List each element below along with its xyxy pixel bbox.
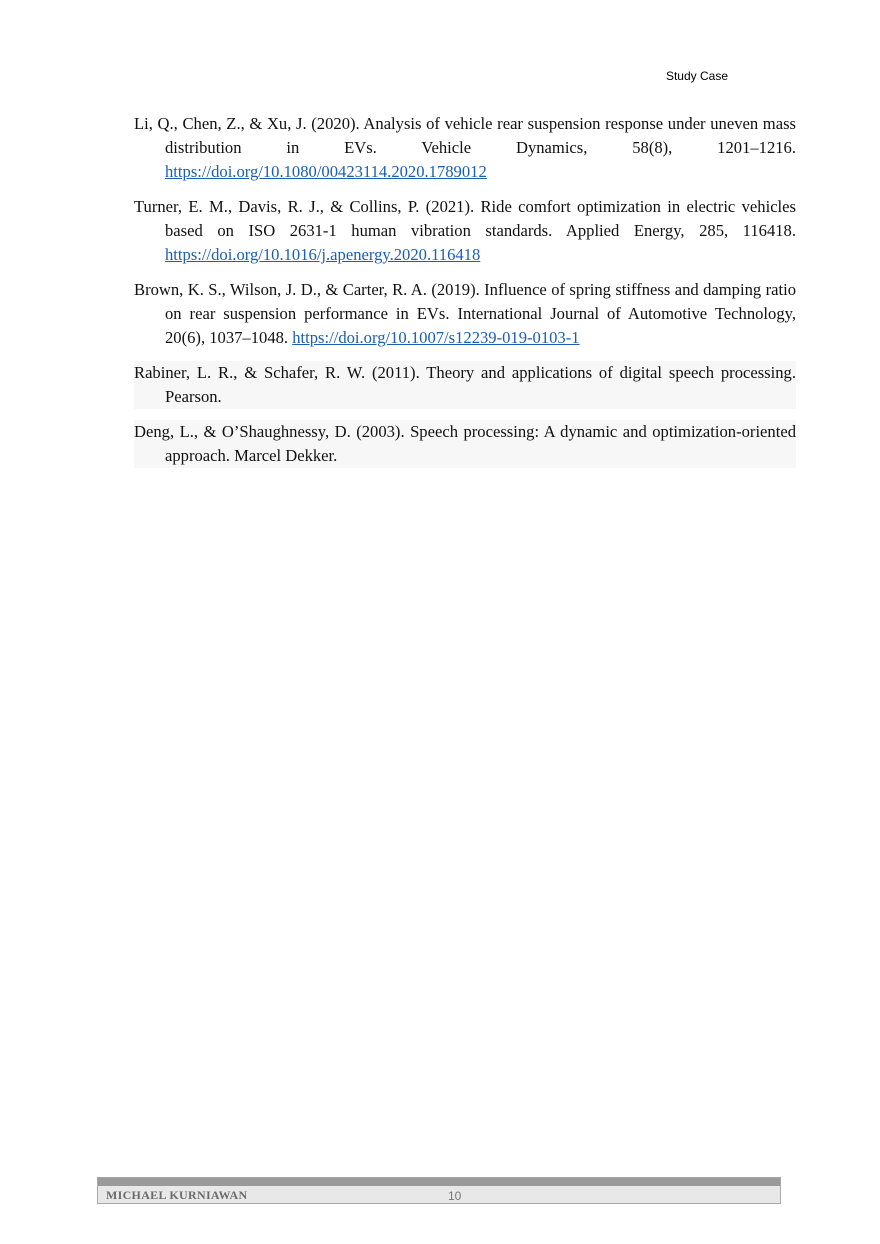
page-footer xyxy=(97,1177,781,1204)
reference-text: Brown, K. S., Wilson, J. D., & Carter, R. A. (2019). Influence of spring stiffness and damping ratio on rear suspension performance in EVs. International Journal of Automotive Technology, 20(6), 1037–1048. xyxy=(134,280,796,347)
reference-doi-link[interactable]: https://doi.org/10.1007/s12239-019-0103-1 xyxy=(292,328,580,347)
reference-entry xyxy=(134,112,796,184)
reference-entry xyxy=(134,195,796,267)
reference-doi-link[interactable]: https://doi.org/10.1080/00423114.2020.1789012 xyxy=(165,162,487,181)
page-number: 10 xyxy=(448,1189,462,1203)
reference-entry xyxy=(134,278,796,350)
reference-entry xyxy=(134,361,796,409)
reference-text: Rabiner, L. R., & Schafer, R. W. (2011). Theory and applications of digital speech processing. Pearson. xyxy=(134,363,796,406)
reference-text: Deng, L., & O’Shaughnessy, D. (2003). Speech processing: A dynamic and optimization-oriented approach. Marcel Dekker. xyxy=(134,422,796,465)
reference-list xyxy=(134,112,796,479)
reference-text: Turner, E. M., Davis, R. J., & Collins, P. (2021). Ride comfort optimization in electric vehicles based on ISO 2631-1 human vibration standards. Applied Energy, 285, 116418. xyxy=(134,197,796,240)
reference-doi-link[interactable]: https://doi.org/10.1016/j.apenergy.2020.116418 xyxy=(165,245,481,264)
reference-text: Li, Q., Chen, Z., & Xu, J. (2020). Analysis of vehicle rear suspension response under uneven mass distribution in EVs. Vehicle Dynamics, 58(8), 1201–1216. xyxy=(134,114,796,157)
reference-entry xyxy=(134,420,796,468)
footer-author: MICHAEL KURNIAWAN xyxy=(106,1188,248,1202)
footer-bar xyxy=(98,1178,780,1186)
running-header: Study Case xyxy=(665,69,728,83)
